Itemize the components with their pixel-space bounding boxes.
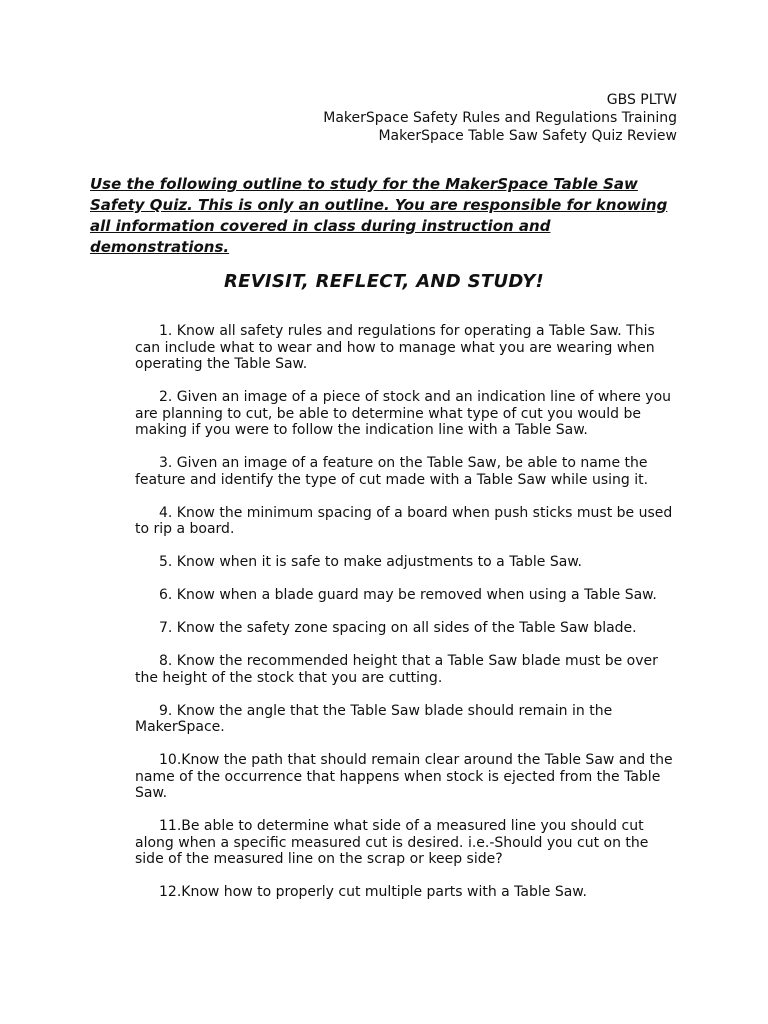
outline-item-4: 4. Know the minimum spacing of a board when push sticks must be used to rip a board.	[135, 504, 673, 537]
outline-item-2: 2. Given an image of a piece of stock and an indication line of where you are planning to cut, be able to determine what type of cut you would be making if you were to follow the indication line with a Table Saw.	[135, 389, 672, 438]
outline-item-8: 8. Know the recommended height that a Table Saw blade must be over the height of the stock that you are cutting.	[135, 653, 658, 686]
outline-item-5: 5. Know when it is safe to make adjustments to a Table Saw.	[159, 554, 582, 570]
study-outline-list	[135, 323, 675, 917]
outline-item-7: 7. Know the safety zone spacing on all sides of the Table Saw blade.	[159, 620, 637, 636]
header-line-quiz: MakerSpace Table Saw Safety Quiz Review	[378, 128, 677, 144]
outline-item-1: 1. Know all safety rules and regulations for operating a Table Saw. This can include what to wear and how to manage what you are wearing when operating the Table Saw.	[135, 323, 655, 372]
outline-item-3: 3. Given an image of a feature on the Table Saw, be able to name the feature and identify the type of cut made with a Table Saw while using it.	[135, 455, 649, 488]
outline-item-11: 11.Be able to determine what side of a measured line you should cut along when a specific measured cut is desired. i.e.-Should you cut on the side of the measured line on the scrap or keep side?	[135, 818, 649, 867]
header-line-course: GBS PLTW	[606, 92, 677, 108]
document-header	[323, 91, 677, 145]
outline-item-6: 6. Know when a blade guard may be removed when using a Table Saw.	[159, 587, 657, 603]
outline-item-10: 10.Know the path that should remain clear around the Table Saw and the name of the occurrence that happens when stock is ejected from the Table Saw.	[135, 752, 673, 801]
header-line-training: MakerSpace Safety Rules and Regulations Training	[323, 110, 677, 126]
section-heading: REVISIT, REFLECT, AND STUDY!	[223, 271, 545, 292]
outline-item-9: 9. Know the angle that the Table Saw blade should remain in the MakerSpace.	[135, 702, 613, 735]
intro-paragraph: Use the following outline to study for the MakerSpace Table Saw Safety Quiz. This is only an outline. You are responsible for knowing all information covered in class during instruction and demonstrations.	[90, 175, 668, 256]
outline-item-12: 12.Know how to properly cut multiple parts with a Table Saw.	[159, 884, 587, 900]
